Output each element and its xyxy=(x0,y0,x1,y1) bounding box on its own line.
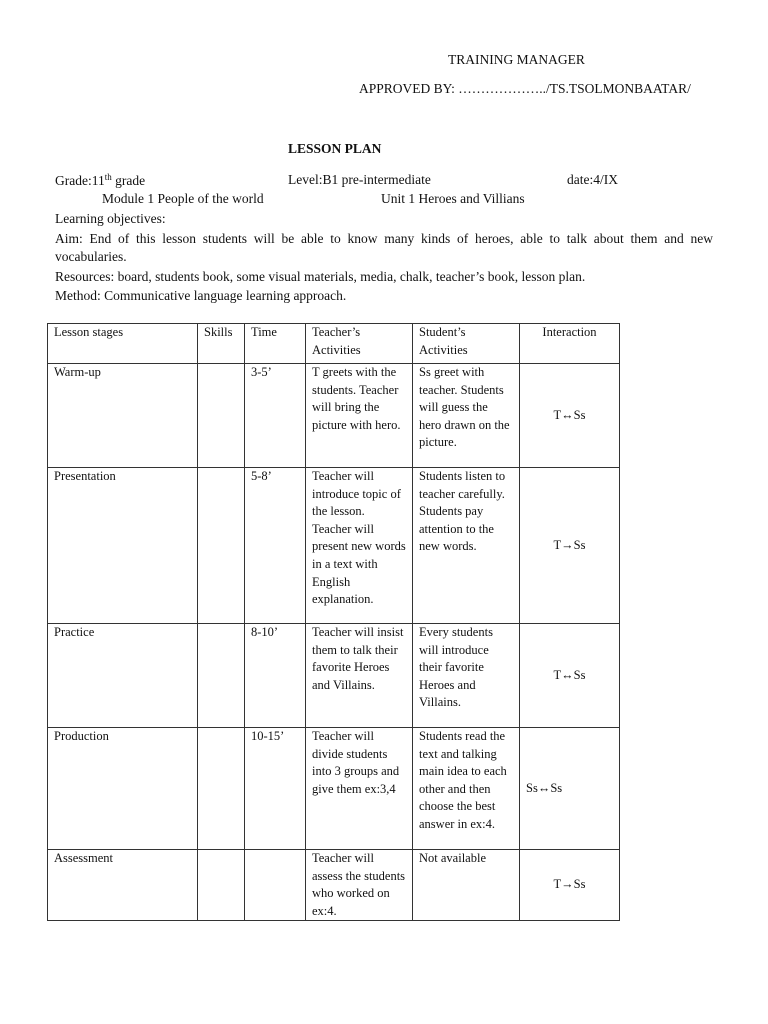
row-skills xyxy=(198,624,245,728)
row-skills xyxy=(198,850,245,921)
row-stage: Warm-up xyxy=(48,364,198,468)
row-teacher-activity: Teacher will assess the students who worked on ex:4. xyxy=(306,850,413,921)
approved-by-line: APPROVED BY: ………………../TS.TSOLMONBAATAR/ xyxy=(359,81,691,96)
header-lesson-stages: Lesson stages xyxy=(48,324,198,364)
grade-prefix: Grade:11 xyxy=(55,173,105,188)
row-interaction: T→Ss xyxy=(520,850,620,921)
unit-info: Unit 1 Heroes and Villians xyxy=(381,191,525,206)
row-skills xyxy=(198,364,245,468)
method-paragraph: Method: Communicative language learning approach. xyxy=(55,288,347,303)
header-skills: Skills xyxy=(198,324,245,364)
row-student-activity: Ss greet with teacher. Students will guess the hero drawn on the picture. xyxy=(413,364,520,468)
row-time: 8-10’ xyxy=(245,624,306,728)
date-info: date:4/IX xyxy=(567,172,618,187)
table-row xyxy=(48,728,620,850)
table-row xyxy=(48,850,620,921)
row-interaction: T↔Ss xyxy=(520,624,620,728)
row-time: 5-8’ xyxy=(245,468,306,624)
row-stage: Production xyxy=(48,728,198,850)
row-interaction: T→Ss xyxy=(520,468,620,624)
row-stage: Assessment xyxy=(48,850,198,921)
row-stage: Practice xyxy=(48,624,198,728)
row-skills xyxy=(198,468,245,624)
page-title: LESSON PLAN xyxy=(288,141,382,156)
header-teacher-activities: Teacher’s Activities xyxy=(306,324,413,364)
row-student-activity: Students listen to teacher carefully. Students pay attention to the new words. xyxy=(413,468,520,624)
aim-paragraph: Aim: End of this lesson students will be able to know many kinds of heroes, able to talk about them and new vocabularies. xyxy=(55,231,713,264)
row-teacher-activity: Teacher will divide students into 3 groups and give them ex:3,4 xyxy=(306,728,413,850)
table-header-row xyxy=(48,324,620,364)
learning-objectives-label: Learning objectives: xyxy=(55,211,166,226)
header-time: Time xyxy=(245,324,306,364)
lesson-plan-table xyxy=(47,323,620,921)
table-row xyxy=(48,468,620,624)
row-student-activity: Not available xyxy=(413,850,520,921)
row-teacher-activity: Teacher will insist them to talk their favorite Heroes and Villains. xyxy=(306,624,413,728)
grade-superscript: th xyxy=(104,172,112,182)
row-interaction: T↔Ss xyxy=(520,364,620,468)
grade-suffix: grade xyxy=(111,173,146,188)
row-stage: Presentation xyxy=(48,468,198,624)
level-info: Level:B1 pre-intermediate xyxy=(288,172,431,187)
resources-paragraph: Resources: board, students book, some visual materials, media, chalk, teacher’s book, lesson plan. xyxy=(55,269,586,284)
row-student-activity: Every students will introduce their favorite Heroes and Villains. xyxy=(413,624,520,728)
row-skills xyxy=(198,728,245,850)
row-teacher-activity: Teacher will introduce topic of the lesson. Teacher will present new words in a text with English explanation. xyxy=(306,468,413,624)
module-info: Module 1 People of the world xyxy=(102,191,264,206)
table-row xyxy=(48,624,620,728)
table-row xyxy=(48,364,620,468)
header-student-activities: Student’s Activities xyxy=(413,324,520,364)
grade-info xyxy=(55,172,145,189)
row-interaction: Ss↔Ss xyxy=(520,728,620,850)
row-teacher-activity: T greets with the students. Teacher will bring the picture with hero. xyxy=(306,364,413,468)
row-time xyxy=(245,850,306,921)
training-manager-label: TRAINING MANAGER xyxy=(448,52,585,67)
row-student-activity: Students read the text and talking main idea to each other and then choose the best answer in ex:4. xyxy=(413,728,520,850)
row-time: 3-5’ xyxy=(245,364,306,468)
header-interaction: Interaction xyxy=(520,324,620,364)
row-time: 10-15’ xyxy=(245,728,306,850)
